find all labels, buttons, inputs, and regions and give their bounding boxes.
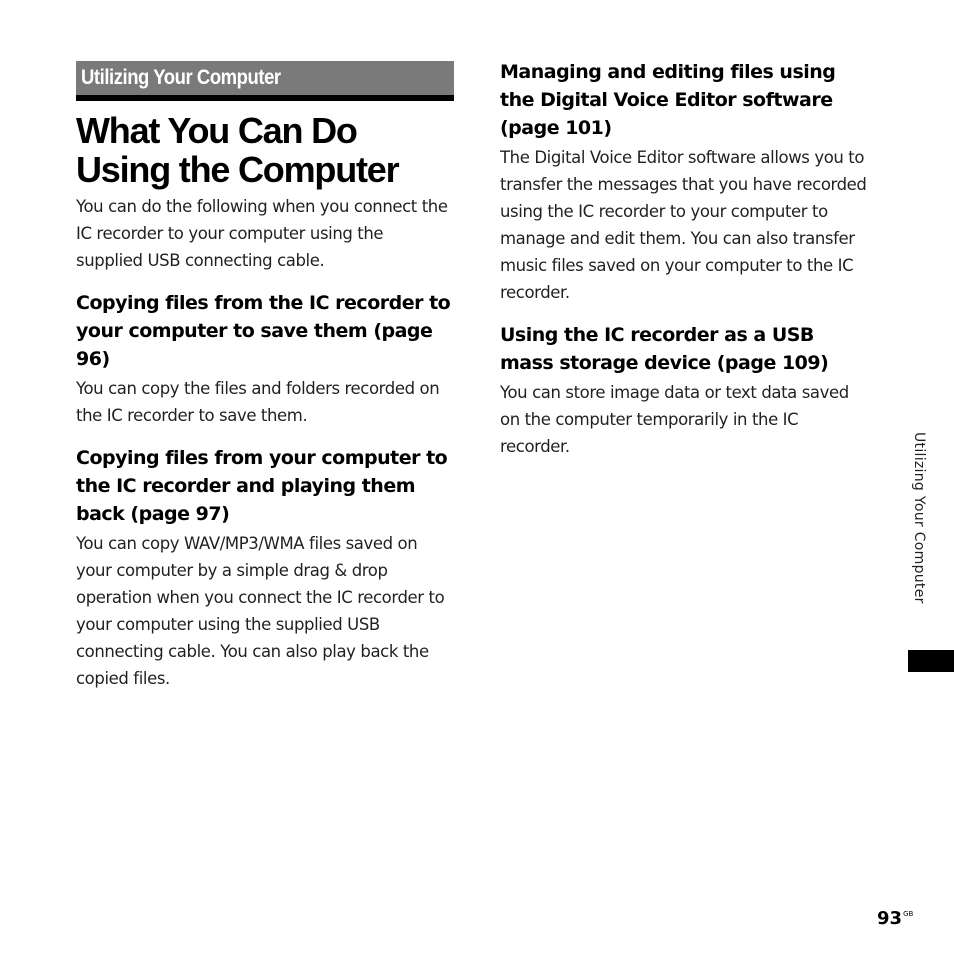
feature-heading: Copying files from the IC recorder to your computer to save them (page 96) — [76, 292, 451, 370]
section-banner — [76, 61, 454, 101]
page-title — [76, 111, 454, 189]
section-banner-label: Utilizing Your Computer — [81, 66, 281, 89]
page-number — [877, 908, 913, 929]
feature-copy-to-recorder — [76, 444, 454, 692]
intro-paragraph: You can do the following when you connect the IC recorder to your computer using the supplied USB connecting cable. — [76, 197, 448, 270]
feature-body: You can copy the files and folders recorded on the IC recorder to save them. — [76, 379, 440, 425]
side-tab-label: Utilizing Your Computer — [911, 432, 927, 604]
feature-digital-voice-editor — [500, 58, 870, 306]
page-number-value: 93 — [877, 908, 903, 929]
feature-heading — [500, 58, 870, 142]
feature-usb-mass-storage — [500, 321, 870, 460]
right-column — [500, 58, 870, 460]
feature-heading-page-ref: (page 101) — [500, 117, 612, 139]
feature-copy-to-computer — [76, 289, 454, 429]
feature-heading: Using the IC recorder as a USB mass storage device (page 109) — [500, 324, 829, 374]
side-tab-marker — [908, 650, 954, 672]
feature-body: You can copy WAV/MP3/WMA files saved on your computer by a simple drag & drop operation when you connect the IC recorder to your computer using the supplied USB connecting cable. You can also play back the copied files. — [76, 534, 445, 688]
feature-body: The Digital Voice Editor software allows you to transfer the messages that you have recorded using the IC recorder to your computer to manage and edit them. You can also transfer music files saved on your computer to the IC recorder. — [500, 148, 867, 302]
left-column — [76, 61, 454, 692]
page-title-line2: Using the Computer — [76, 149, 399, 190]
page-title-line1: What You Can Do — [76, 110, 357, 151]
feature-body: You can store image data or text data saved on the computer temporarily in the IC recorder. — [500, 383, 849, 456]
feature-heading: Copying files from your computer to the IC recorder and playing them back (page 97) — [76, 447, 448, 525]
feature-heading-text: Managing and editing files using the Digital Voice Editor software — [500, 61, 836, 111]
page-number-suffix: GB — [903, 910, 914, 918]
